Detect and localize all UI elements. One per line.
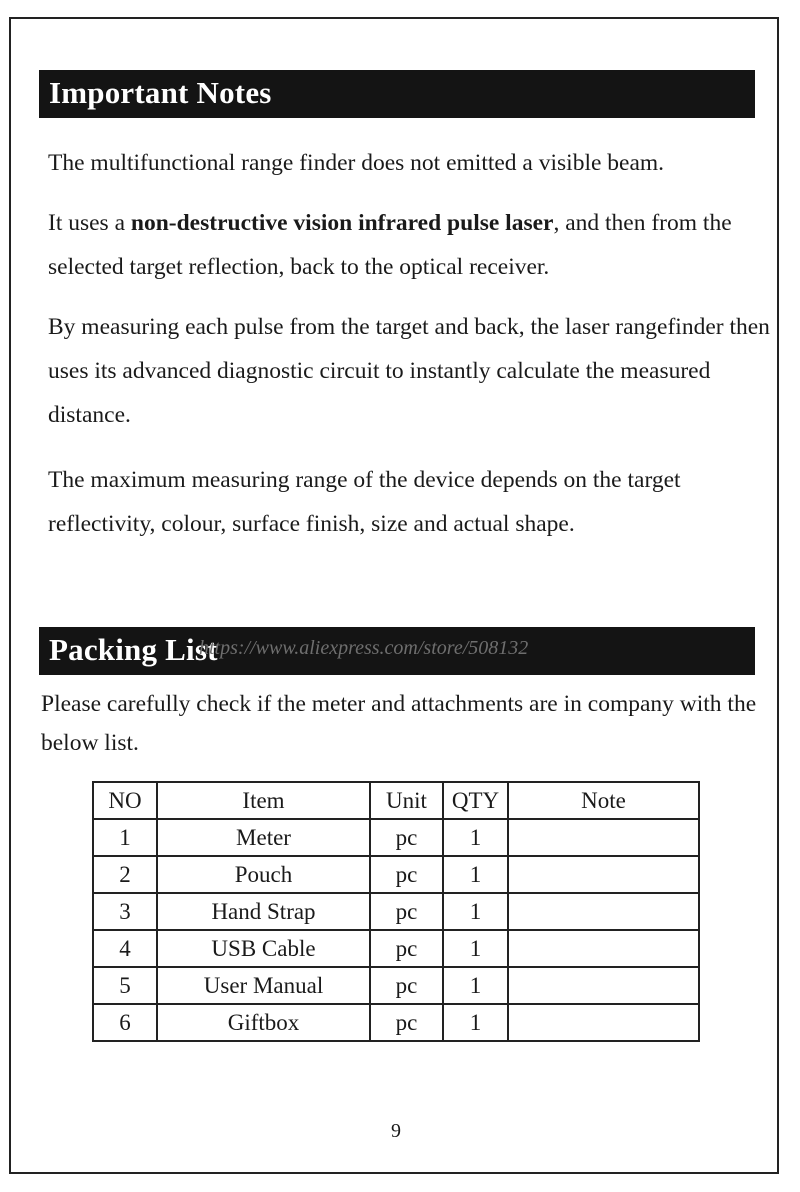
cell-note — [508, 930, 699, 967]
cell-item: Meter — [157, 819, 370, 856]
note-paragraph-2-tail: , and then from the selected target reflection, back to the optical receiver. — [48, 210, 732, 280]
cell-note — [508, 819, 699, 856]
note-paragraph-1: The multifunctional range finder does not emitted a visible beam. — [48, 150, 665, 176]
packing-list-header — [39, 627, 755, 675]
cell-qty: 1 — [443, 819, 508, 856]
cell-unit: pc — [370, 967, 443, 1004]
cell-qty: 1 — [443, 1004, 508, 1041]
note-paragraph-3: By measuring each pulse from the target and back, the laser rangefinder then uses its advanced diagnostic circuit to instantly calculate the measured distance. — [48, 314, 770, 428]
cell-no: 2 — [93, 856, 157, 893]
table-header-row — [93, 782, 699, 819]
important-notes-title: Important Notes — [49, 75, 272, 110]
store-watermark: https://www.aliexpress.com/store/508132 — [199, 637, 529, 659]
cell-unit: pc — [370, 1004, 443, 1041]
cell-no: 5 — [93, 967, 157, 1004]
cell-no: 3 — [93, 893, 157, 930]
cell-item: Pouch — [157, 856, 370, 893]
cell-no: 6 — [93, 1004, 157, 1041]
cell-no: 1 — [93, 819, 157, 856]
cell-note — [508, 967, 699, 1004]
important-notes-header — [39, 70, 755, 118]
cell-item: USB Cable — [157, 930, 370, 967]
cell-item: Hand Strap — [157, 893, 370, 930]
column-header-item: Item — [157, 782, 370, 819]
column-header-qty: QTY — [443, 782, 508, 819]
page-number: 9 — [391, 1120, 401, 1142]
cell-qty: 1 — [443, 893, 508, 930]
cell-unit: pc — [370, 819, 443, 856]
table-row — [93, 819, 699, 856]
table-row — [93, 967, 699, 1004]
cell-unit: pc — [370, 893, 443, 930]
table-row — [93, 893, 699, 930]
table-row — [93, 930, 699, 967]
manual-page — [9, 17, 779, 1174]
cell-qty: 1 — [443, 930, 508, 967]
cell-unit: pc — [370, 930, 443, 967]
packing-list-intro: Please carefully check if the meter and attachments are in company with the below list. — [41, 691, 757, 756]
cell-note — [508, 893, 699, 930]
cell-qty: 1 — [443, 967, 508, 1004]
note-paragraph-2-emphasis: non-destructive vision infrared pulse laser — [130, 210, 554, 236]
cell-note — [508, 1004, 699, 1041]
column-header-unit: Unit — [370, 782, 443, 819]
column-header-no: NO — [93, 782, 157, 819]
column-header-note: Note — [508, 782, 699, 819]
note-paragraph-2 — [48, 201, 778, 289]
cell-qty: 1 — [443, 856, 508, 893]
cell-unit: pc — [370, 856, 443, 893]
table-row — [93, 856, 699, 893]
packing-list-table — [92, 781, 700, 1042]
cell-item: Giftbox — [157, 1004, 370, 1041]
note-paragraph-2-lead: It uses a — [48, 210, 131, 236]
cell-note — [508, 856, 699, 893]
note-paragraph-4: The maximum measuring range of the device depends on the target reflectivity, colour, surface finish, size and actual shape. — [48, 467, 681, 537]
packing-list-title: Packing List — [49, 632, 218, 667]
cell-no: 4 — [93, 930, 157, 967]
cell-item: User Manual — [157, 967, 370, 1004]
table-row — [93, 1004, 699, 1041]
